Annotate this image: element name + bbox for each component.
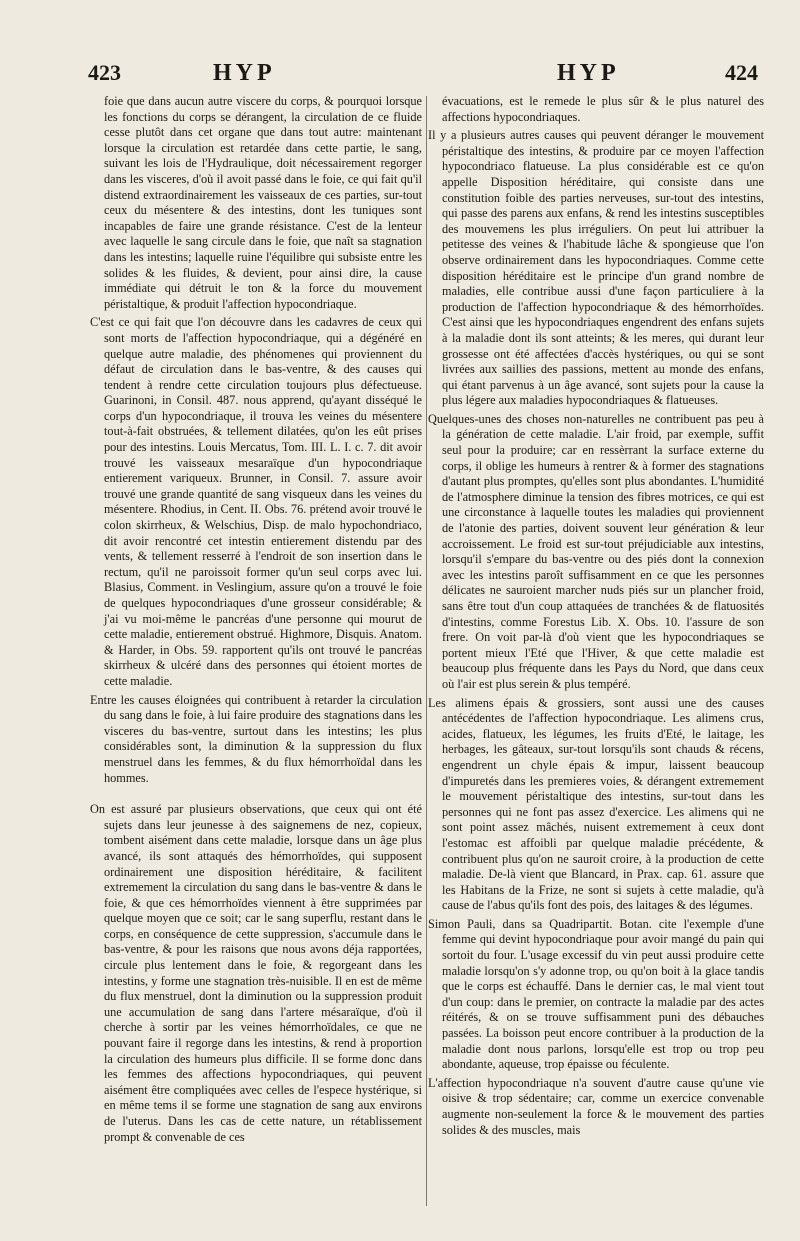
paragraph: C'est ce qui fait que l'on découvre dans les cadavres de ceux qui sont morts de l'affection hypocondriaque, qui a dégénéré en quelque autre maladie, des phénomenes qui proviennent du défaut de circulation dans le bas-ventre, & des causes qui tendent à rendre cette circulation toujours plus défectueuse. Guarinoni, in Consil. 487. nous apprend, qu'ayant disséqué le corps d'un hypocondriaque, il trouva les veines du mésentere tout-à-fait obstruées, & tellement dilatées, qu'on les eût prises pour des intestins. Louis Mercatus, Tom. III. L. I. c. 7. dit avoir trouvé les vaisseaux mesaraïque d'un hypocondriaque entierement variqueux. Brunner, in Consil. 7. assure avoir trouvé une grande quantité de sang visqueux dans les veines du mésentere. Rhodius, in Cent. II. Obs. 76. prétend avoir trouvé le colon skirrheux, & Welschius, Disp. de malo hypochondriaco, dit avoir rencontré cet intestin entierement distendu par des vents, & tellement resserré à l'endroit de son insertion dans le rectum, qu'il ne paroissoit former qu'un seul corps avec lui. Blasius, Comment. in Veslingium, assure qu'on a trouvé le foie de quelques hypocondriaques d'une grosseur considérable; & j'ai vu moi-même le pancréas d'une personne qui mourut de cette maladie, entierement obstrué. Highmore, Disquis. Anatom. & Harder, in Obs. 59. rapportent qu'ils ont trouvé le pancréas skirrheux & ulcéré dans des personnes qui étoient mortes de cette maladie. [90,315,422,688]
paragraph: L'affection hypocondriaque n'a souvent d'autre cause qu'une vie oisive & trop sédentaire; car, comme un exercice convenable augmente non-seulement la force & le mouvement des parties solides & des muscles, mais [428,1075,764,1137]
paragraph: Entre les causes éloignées qui contribuent à retarder la circulation du sang dans le foie, à lui faire produire des stagnations dans les visceres du bas-ventre, surtout dans les intestins; les plus considérables sont, la diminution & la suppression du flux menstruel dans les femmes, & du flux hémorrhoïdal dans les hommes. [90,692,422,785]
paragraph: Il y a plusieurs autres causes qui peuvent déranger le mouvement péristaltique des intestins, & produire par ce moyen l'affection hypocondriaco flatueuse. La plus considérable est ce qu'on appelle Disposition héréditaire, qui consiste dans une constitution foible des parties nerveuses, sur-tout des intestins, qui passe des parens aux enfans, & rend les intestins susceptibles des mouvemens les plus irréguliers. On peut lui attribuer la petitesse des veines & l'habitude lâche & spongieuse que l'on observe ordinairement dans les hypocondriaques. Comme cette disposition héréditaire est le principe d'un grand nombre de maladies, elle contribue aussi d'une façon particuliere à la production de l'affection hypocondriaque & des hémorrhoïdes. C'est ainsi que les hypocondriaques engendrent des enfans sujets à la maladie dont ils sont atteints; & les meres, qui durant leur grossesse ont été affectées d'accès hystériques, ou qui se sont livrées aux saillies des passions, mettent au monde des enfans, qui étant parvenus à un âge avancé, sont sujets pour la cause la plus légere aux maladies hypocondriaques & flatueuses. [428,128,764,408]
paragraph: foie que dans aucun autre viscere du corps, & pourquoi lorsque les fonctions du corps se dérangent, la circulation de ce fluide cesse plutôt dans cet organe que dans tout autre: maintenant lorsque la circulation est retardée dans cette partie, le sang, suivant les lois de l'Hydraulique, doit nécessairement regorger dans les visceres, d'où il avoit passé dans le foie, ce qui fait qu'il distend extraordinairement les vaisseaux de ces parties, sur-tout ceux du mésentere & des intestins, dont les tuniques sont incapables de faire une grande résistance. C'est de la lenteur avec laquelle le sang circule dans le foie, que naît sa stagnation dans les intestins; laquelle ruine l'équilibre qui subsiste entre les solides & les fluides, & devient, pour ainsi dire, la cause immédiate qui détruit le ton & la force du mouvement péristaltique, & produit l'affection hypocondriaque. [104,94,422,311]
left-column [90,94,422,1148]
running-head-right: HYP [557,60,620,86]
running-head-left: HYP [213,60,276,86]
paragraph: On est assuré par plusieurs observations, que ceux qui ont été sujets dans leur jeunesse à des saignemens de nez, copieux, tombent aisément dans cette maladie, lorsque dans un âge plus avancé, ils sont attaqués des hémorrhoïdes, qui supposent ordinairement une disposition héréditaire, & facilitent extremement la circulation du sang dans le bas-ventre & dans le foie, & que ces hémorrhoïdes viennent à être supprimées par quelque moyen que ce soit; car le sang superflu, restant dans le corps, en conséquence de cette suppression, s'accumule dans le bas-ventre, & pour les raisons que nous avons déja rapportées, circule plus lentement dans le foie, & regorgeant dans les intestins, y forme une stagnation très-nuisible. Il en est de même du flux menstruel, dont la diminution ou la suppression produit une accumulation de sang dans l'artere mésaraïque, d'où il cherche à sortir par les veines hémorrhoïdales, ce que ne pouvant faire il regorge dans les intestins, & rend à proportion la circulation des humeurs plus difficile. Il se forme donc dans les femmes des affections hypocondriaques, qui peuvent aisément être compliquées avec celles de l'espece hystérique, si en même tems il se forme une stagnation de sang aux environs de l'uterus. Dans les cas de cette nature, un rétablissement prompt & convenable de ces [90,802,422,1144]
right-column [428,94,764,1141]
paragraph: Simon Pauli, dans sa Quadripartit. Botan. cite l'exemple d'une femme qui devint hypocondriaque pour avoir mangé du pain qui sortoit du four. L'usage excessif du vin peut aussi produire cette maladie lorsqu'on s'y adonne trop, ou qu'on boit à la glace tandis que le corps est échauffé. Dans le dernier cas, le mal vient tout d'un coup: dans le premier, on contracte la maladie par des actes réitérés, & on se trouve suffisamment puni des débauches passées. La boisson peut encore contribuer à la production de la maladie dont nous parlons, lorsqu'elle est trop ou trop peu abondante, aqueuse, trop épaisse ou féculente. [428,916,764,1072]
paragraph: Quelques-unes des choses non-naturelles ne contribuent pas peu à la génération de cette maladie. L'air froid, par exemple, suffit seul pour la produire; car en ressèrrant la surface externe du corps, il oblige les humeurs à rentrer & à former des stagnations d'autant plus promptes, qu'elles sont plus abondantes. L'humidité de l'atmosphere diminue la tension des fibres motrices, ce qui est une circonstance à laquelle toutes les maladies qui proviennent de l'atonie des parties, doivent souvent leur génération & leur accroissement. Le froid est sur-tout préjudiciable aux intestins, lorsqu'il s'empare du bas-ventre ou des piés dont la connexion avec les intestins paroît suffisamment en ce que les personnes délicates ne sauroient marcher nuds piés sur un plancher froid, sans être tout d'un coup attaquées de tranchées & de flatuosités d'intestins, comme Forestus Lib. X. Obs. 10. l'assure de son frere. On voit par-là d'où vient que les hypocondriaques se portent mieux l'Eté que l'Hiver, & que cette maladie est beaucoup plus fréquente dans les Pays du Nord, que dans ceux où l'air est plus serein & plus tempéré. [428,411,764,691]
page-number-left: 423 [88,60,121,85]
paragraph: évacuations, est le remede le plus sûr & le plus naturel des affections hypocondriaques. [442,94,764,124]
paragraph: Les alimens épais & grossiers, sont aussi une des causes antécédentes de l'affection hypocondriaque. Les alimens crus, acides, flatueux, les légumes, les fruits d'Eté, le laitage, les herbages, les gâteaux, sur-tout lorsqu'ils sont chauds & récens, engendrent un chyle épais & impur, laissent beaucoup d'impuretés dans les premieres voies, & dérangent extremement le mouvement péristaltique des intestins, sur-tout dans les personnes qui ne font pas assez d'exercice. Les alimens qui ne sont point assez mâchés, nuisent extremement à ceux dont l'estomac est affoibli par quelque maladie précédente, & contribuent plus qu'on ne sauroit croire, à la production de cette maladie. De-là vient que Blancard, in Prax. cap. 61. assure que les Habitans de la Frize, ne sont si sujets à cette maladie, qu'à cause de l'abus qu'ils font des pois, des laitages & des légumes. [428,695,764,913]
column-rule [426,96,427,1206]
page-number-right: 424 [725,60,758,85]
